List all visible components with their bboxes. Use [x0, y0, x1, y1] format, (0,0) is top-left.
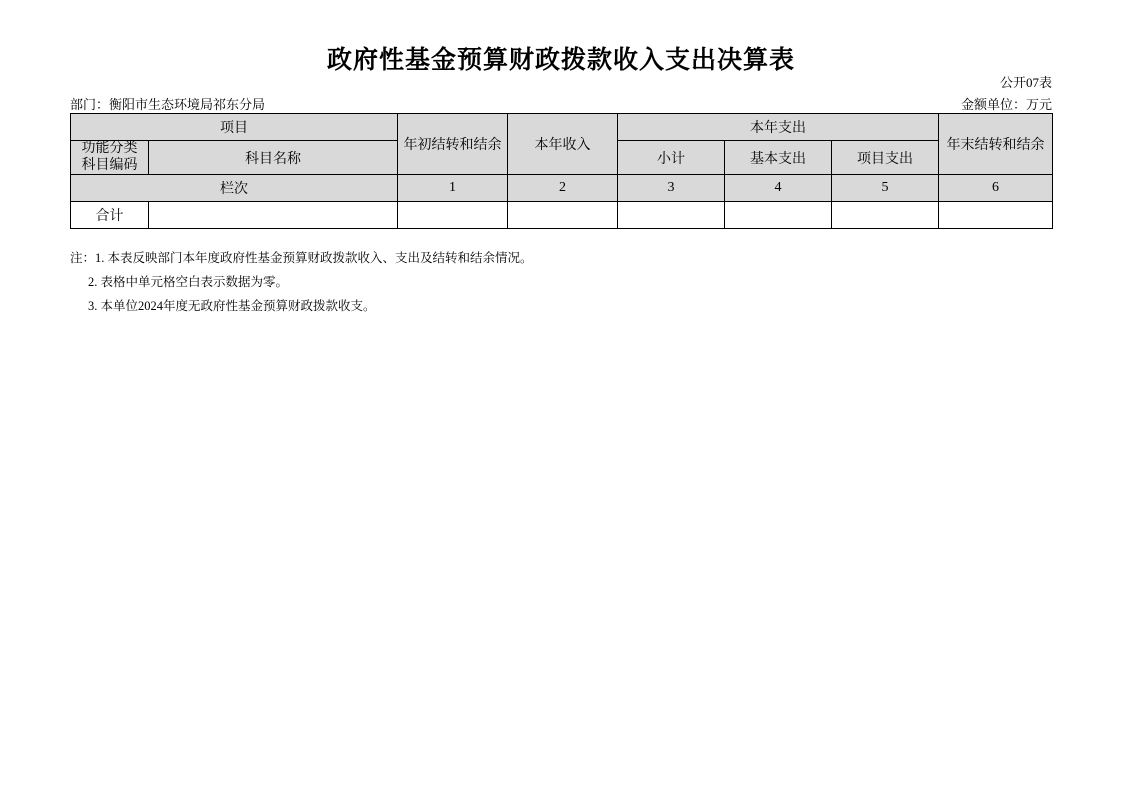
- row-total-project-expenditure: [832, 202, 939, 229]
- column-number-2: 2: [508, 175, 618, 202]
- column-header-func-code: [71, 141, 149, 175]
- column-header-subject-name: 科目名称: [149, 141, 398, 175]
- row-total-basic-expenditure: [725, 202, 832, 229]
- column-header-begin-balance: 年初结转和结余: [398, 114, 508, 175]
- column-header-project-expenditure: 项目支出: [832, 141, 939, 175]
- column-number-3: 3: [618, 175, 725, 202]
- group-header-item: 项目: [71, 114, 398, 141]
- column-header-end-balance: 年末结转和结余: [939, 114, 1053, 175]
- column-header-basic-expenditure: 基本支出: [725, 141, 832, 175]
- column-number-6: 6: [939, 175, 1053, 202]
- column-header-func-code-line2: 科目编码: [81, 157, 138, 173]
- column-number-label: 栏次: [71, 175, 398, 202]
- column-header-subtotal: 小计: [618, 141, 725, 175]
- row-total-end-balance: [939, 202, 1053, 229]
- note-line-3: 3. 本单位2024年度无政府性基金预算财政拨款收支。: [88, 298, 376, 313]
- column-number-4: 4: [725, 175, 832, 202]
- row-total-begin-balance: [398, 202, 508, 229]
- column-number-1: 1: [398, 175, 508, 202]
- row-total-subject-name: [149, 202, 398, 229]
- table-group-header-row: [71, 114, 1053, 141]
- row-total-income-year: [508, 202, 618, 229]
- table-notes: [70, 247, 533, 318]
- row-total-label: 合计: [71, 202, 149, 229]
- column-number-5: 5: [832, 175, 939, 202]
- budget-table: [70, 113, 1053, 229]
- table-row: [71, 202, 1053, 229]
- column-header-income-year: 本年收入: [508, 114, 618, 175]
- column-header-func-code-line1: 功能分类: [81, 141, 138, 156]
- note-line-1: 注：1. 本表反映部门本年度政府性基金预算财政拨款收入、支出及结转和结余情况。: [70, 251, 533, 265]
- page-title: 政府性基金预算财政拨款收入支出决算表: [326, 47, 795, 74]
- amount-unit-label: 金额单位：万元: [960, 97, 1052, 112]
- note-line-2: 2. 表格中单元格空白表示数据为零。: [88, 274, 289, 289]
- table-column-number-row: [71, 175, 1053, 202]
- group-header-expenditure-year: 本年支出: [618, 114, 939, 141]
- row-total-subtotal: [618, 202, 725, 229]
- form-code-label: 公开07表: [999, 75, 1052, 90]
- department-label: 部门：衡阳市生态环境局祁东分局: [70, 97, 266, 112]
